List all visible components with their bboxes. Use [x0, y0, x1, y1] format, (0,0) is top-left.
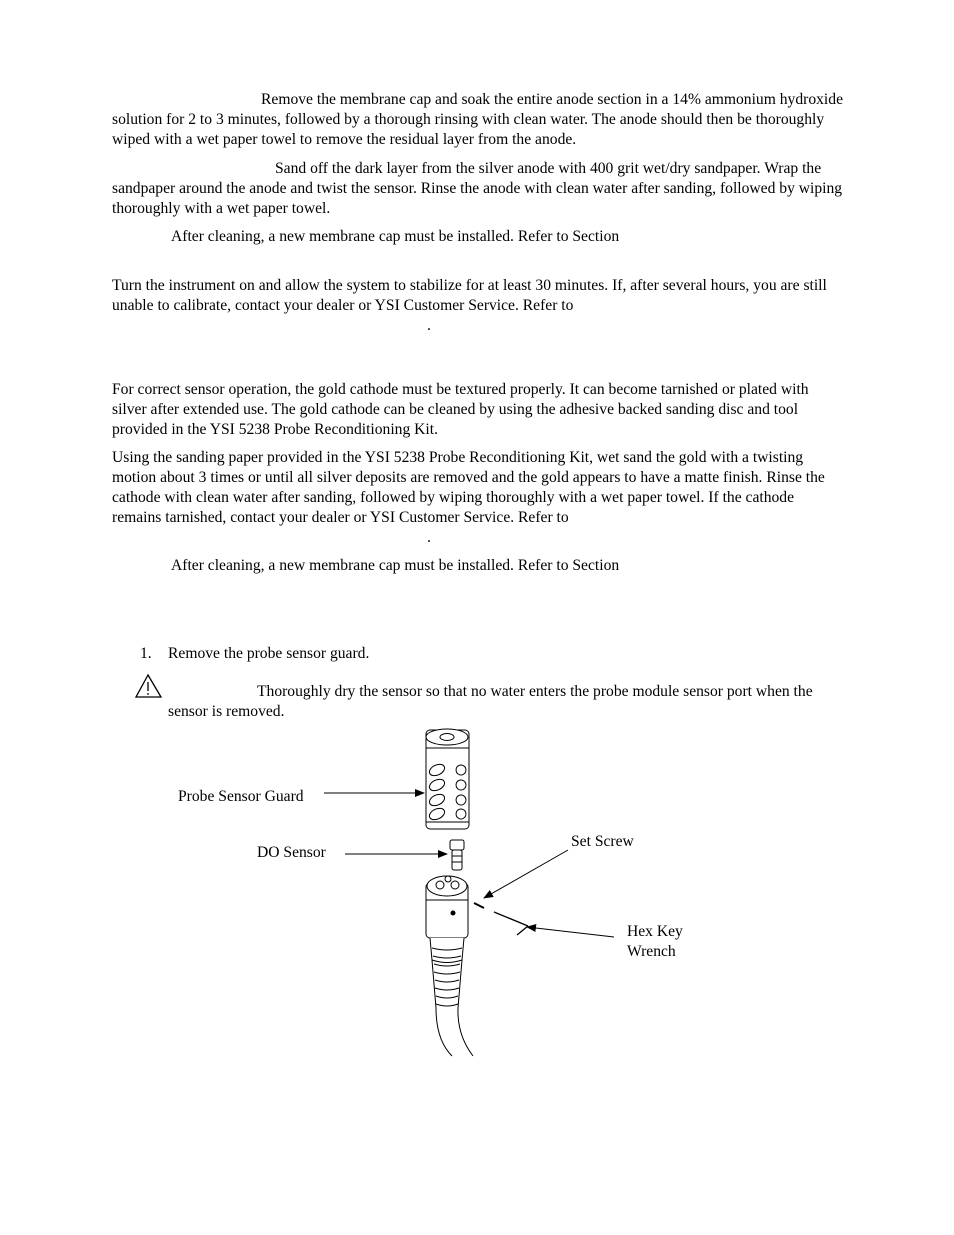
- cathode-sand-paragraph: Using the sanding paper provided in the YSI 5238 Probe Reconditioning Kit, wet sand the gold with a twisting motion about 3 times or until all silver deposits are removed and the gold appears to have a matte finish. Rinse the cathode with clean water after sanding, followed by wiping thoroughly with a wet paper towel. If the cathode remains tarnished, contact your dealer or YSI Customer Service. Refer to: [112, 449, 825, 526]
- probe-module-illustration: [426, 876, 473, 1056]
- caution-text-content: Thoroughly dry the sensor so that no water enters the probe module sensor port when the sensor is removed.: [168, 683, 813, 720]
- label-hex-key: Hex Key: [627, 923, 683, 940]
- note-after-cleaning-1-text: After cleaning, a new membrane cap must be installed. Refer to Section: [171, 228, 620, 245]
- step-number: 1.: [140, 645, 152, 662]
- label-set-screw: Set Screw: [571, 833, 634, 850]
- label-wrench: Wrench: [627, 943, 676, 960]
- warning-triangle-icon: [136, 675, 161, 697]
- step-text: Remove the probe sensor guard.: [168, 645, 370, 662]
- set-screw-illustration: [474, 903, 484, 908]
- caution-text: [168, 682, 848, 722]
- cathode-intro-paragraph: For correct sensor operation, the gold cathode must be textured properly. It can become tarnished or plated with silver after extended use. The gold cathode can be cleaned by using the adhesive backed sanding disc and tool provided in the YSI 5238 Probe Reconditioning Kit.: [112, 381, 809, 438]
- label-do-sensor: DO Sensor: [257, 844, 326, 861]
- hex-key-wrench-illustration: [494, 912, 528, 935]
- probe-sensor-guard-illustration: [426, 729, 469, 829]
- stabilize-paragraph: Turn the instrument on and allow the system to stabilize for at least 30 minutes. If, after several hours, you are still unable to calibrate, contact your dealer or YSI Customer Service. Refer to: [112, 277, 827, 314]
- anode-chemical-text: Remove the membrane cap and soak the entire anode section in a 14% ammonium hydroxide solution for 2 to 3 minutes, followed by a thorough rinsing with clean water. The anode should then be thoroughly wiped with a wet paper towel to remove the residual layer from the anode.: [112, 91, 843, 148]
- anode-sand-text: Sand off the dark layer from the silver anode with 400 grit wet/dry sandpaper. Wrap the sandpaper around the anode and twist the sensor. Rinse the anode with clean water after sanding, followed by wiping thoroughly with a wet paper towel.: [112, 160, 843, 217]
- period-mark: .: [427, 529, 431, 546]
- period-mark: .: [427, 317, 431, 334]
- label-probe-sensor-guard: Probe Sensor Guard: [178, 788, 304, 805]
- do-sensor-illustration: [450, 840, 464, 870]
- note-after-cleaning-2-text: After cleaning, a new membrane cap must be installed. Refer to Section: [171, 557, 620, 574]
